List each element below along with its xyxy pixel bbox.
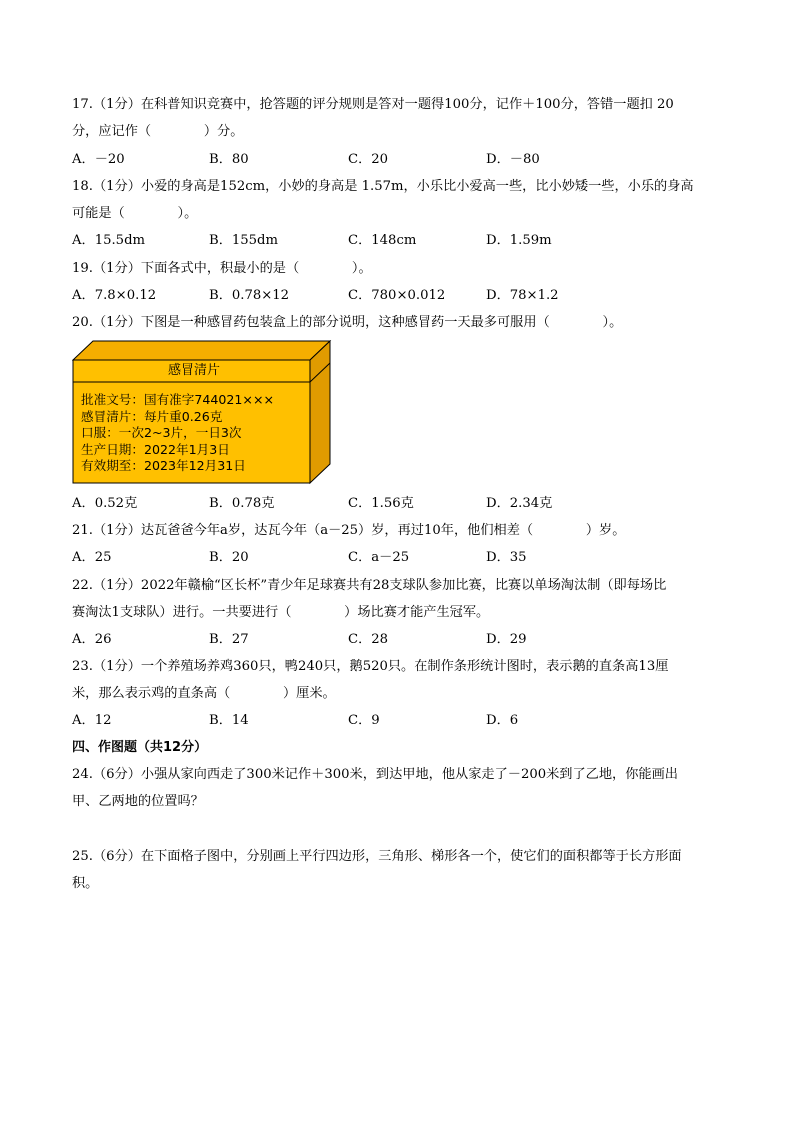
q18-text-line1: 18.（1分）小爱的身高是152cm，小妙的身高是 1.57m，小乐比小爱高一些，比小妙矮一些，小乐的身高 [72,179,694,194]
q23-option-c[interactable]: C．9 [348,713,380,728]
q23-option-b[interactable]: B．14 [209,713,249,728]
q22-text-line2: 赛淘汰1支球队）进行。一共要进行（ ）场比赛才能产生冠军。 [72,605,490,620]
q20-option-d[interactable]: D．2.34克 [486,496,553,511]
q23-option-a[interactable]: A．12 [72,713,112,728]
q19-option-a[interactable]: A．7.8×0.12 [72,288,157,303]
q21-option-b[interactable]: B．20 [209,550,249,565]
box-top-face [73,341,330,360]
medicine-box-figure [72,340,334,486]
q18-text-line2: 可能是（ ）。 [72,206,198,221]
box-tablet-weight: 感冒清片：每片重0.26克 [81,408,223,424]
q21-option-a[interactable]: A．25 [72,550,112,565]
q23-text-line2: 米，那么表示鸡的直条高（ ）厘米。 [72,686,336,701]
q22-option-c[interactable]: C．28 [348,632,389,647]
q23-option-d[interactable]: D．6 [486,713,519,728]
q17-option-c[interactable]: C．20 [348,152,389,167]
q22-text-line1: 22.（1分）2022年赣榆“区长杯”青少年足球赛共有28支球队参加比赛，比赛以单场淘汰制（即每场比 [72,578,667,593]
q18-option-c[interactable]: C．148cm [348,233,417,248]
q20-text-line1: 20.（1分）下图是一种感冒药包装盒上的部分说明，这种感冒药一天最多可服用（ ）。 [72,315,623,330]
box-title: 感冒清片 [167,363,220,378]
q17-option-d[interactable]: D．－80 [486,152,540,167]
q19-option-c[interactable]: C．780×0.012 [348,288,446,303]
q21-option-c[interactable]: C．a－25 [348,550,410,565]
box-info-lines [81,392,274,475]
q17-option-b[interactable]: B．80 [209,152,249,167]
q24-text-line1: 24.（6分）小强从家向西走了300米记作＋300米，到达甲地，他从家走了－200米到了乙地，你能画出 [72,767,678,782]
q19-option-d[interactable]: D．78×1.2 [486,288,559,303]
box-approval-number: 批准文号：国有准字744021××× [81,392,275,407]
section4-title: 四、作图题（共12分） [72,740,208,755]
box-production-date: 生产日期：2022年1月3日 [81,441,230,457]
q19-option-b[interactable]: B．0.78×12 [209,288,290,303]
q18-option-d[interactable]: D．1.59m [486,233,552,248]
q23-text-line1: 23.（1分）一个养殖场养鸡360只，鸭240只，鹅520只。在制作条形统计图时，表示鹅的直条高13厘 [72,659,669,674]
q17-text-line2: 分，应记作（ ）分。 [72,124,244,139]
q25-text-line2: 积。 [72,876,99,891]
q17-option-a[interactable]: A．－20 [72,152,125,167]
q18-option-b[interactable]: B．155dm [209,233,278,248]
box-dosage: 口服：一次2~3片，一日3次 [81,425,242,440]
q25-text-line1: 25.（6分）在下面格子图中，分别画上平行四边形，三角形、梯形各一个，使它们的面积都等于长方形面 [72,849,682,864]
box-expiry-date: 有效期至：2023年12月31日 [81,458,246,473]
q19-text-line1: 19.（1分）下面各式中，积最小的是（ ）。 [72,261,372,276]
q21-option-d[interactable]: D．35 [486,550,527,565]
box-side-face [310,341,330,483]
q22-option-a[interactable]: A．26 [72,632,112,647]
q20-option-b[interactable]: B．0.78克 [209,496,275,511]
q22-option-b[interactable]: B．27 [209,632,249,647]
q24-text-line2: 甲、乙两地的位置吗？ [72,794,204,809]
q18-option-a[interactable]: A．15.5dm [72,233,146,248]
q20-option-c[interactable]: C．1.56克 [348,496,414,511]
q17-text-line1: 17.（1分）在科普知识竞赛中，抢答题的评分规则是答对一题得100分，记作＋100分，答错一题扣 20 [72,97,674,112]
q21-text-line1: 21.（1分）达瓦爸爸今年a岁，达瓦今年（a－25）岁，再过10年，他们相差（ ）岁。 [72,523,626,538]
q22-option-d[interactable]: D．29 [486,632,527,647]
q20-option-a[interactable]: A．0.52克 [72,496,138,511]
